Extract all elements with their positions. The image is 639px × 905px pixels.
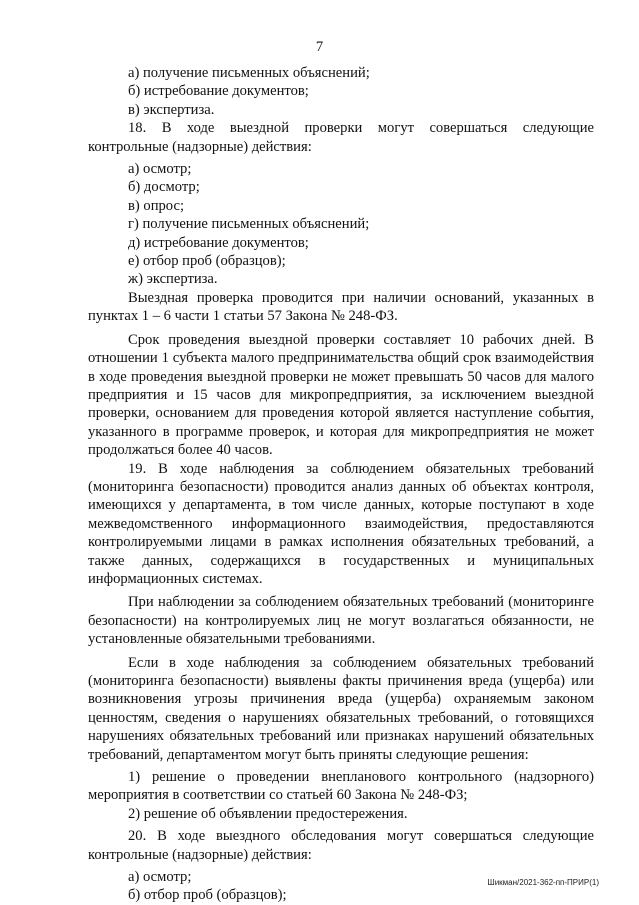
list-item: б) истребование документов;: [128, 83, 309, 100]
paragraph-term: Срок проведения выездной проверки составляет 10 рабочих дней. В отношении 1 субъекта малого предпринимательства общий срок взаимодействия в ходе проведения выездной проверки не может превышать 50 часов для малого предприятия и 15 часов для микропредприятия, за исключением выездной проверки, основанием для проведения которой является наступление события, указанного в программе проверок, и которая для микропредприятия не может продолжаться более 40 часов.: [88, 331, 594, 459]
paragraph-19-decisions: Если в ходе наблюдения за соблюдением обязательных требований (мониторинга безопасности) выявлены факты причинения вреда (ущерба) или возникновения угрозы причинения вреда (ущерба) охраняемым законом ценностям, сведения о нарушениях обязательных требований, о готовящихся нарушениях обязательных требований или признаках нарушений обязательных требований, департаментом могут быть приняты следующие решения:: [88, 654, 594, 763]
list-item: а) получение письменных объяснений;: [128, 65, 370, 81]
list-item: б) отбор проб (образцов);: [128, 887, 287, 904]
paragraph-grounds: Выездная проверка проводится при наличии оснований, указанных в пунктах 1 – 6 части 1 статьи 57 Закона № 248-ФЗ.: [88, 289, 594, 325]
page-number: 7: [315, 39, 324, 55]
list-item: в) экспертиза.: [128, 101, 215, 118]
list-item: б) досмотр;: [128, 179, 200, 196]
footer-document-code: Шикман/2021-362-пп-ПРИР(1): [487, 878, 599, 887]
list-item: г) получение письменных объяснений;: [128, 216, 370, 233]
list-item: а) осмотр;: [128, 869, 192, 886]
decision-item-1: 1) решение о проведении внепланового контрольного (надзорного) мероприятия в соответствии со статьей 60 Закона № 248-ФЗ;: [88, 769, 594, 804]
list-item: в) опрос;: [128, 197, 184, 214]
decision-item-2: 2) решение об объявлении предостережения.: [128, 805, 408, 822]
list-item: е) отбор проб (образцов);: [128, 253, 286, 270]
paragraph-19: 19. В ходе наблюдения за соблюдением обязательных требований (мониторинга безопасности) проводится анализ данных об объектах контроля, имеющихся у департамента, в том числе данных, которые поступают в ходе межведомственного информационного взаимодействия, предоставляются контролируемыми лицами в рамках исполнения обязательных требований, а также данных, содержащихся в государственных и муниципальных информационных системах.: [88, 460, 594, 587]
paragraph-19-obligations: При наблюдении за соблюдением обязательных требований (мониторинге безопасности) на контролируемых лиц не могут возлагаться обязанности, не установленные обязательными требованиями.: [88, 594, 594, 648]
document-body: [88, 64, 594, 905]
paragraph-20: 20. В ходе выездного обследования могут совершаться следующие контрольные (надзорные) действия:: [88, 828, 594, 863]
list-item: ж) экспертиза.: [128, 271, 218, 288]
paragraph-18: 18. В ходе выездной проверки могут совершаться следующие контрольные (надзорные) действия:: [88, 120, 594, 155]
list-item: д) истребование документов;: [128, 234, 309, 251]
list-item: а) осмотр;: [128, 161, 192, 178]
